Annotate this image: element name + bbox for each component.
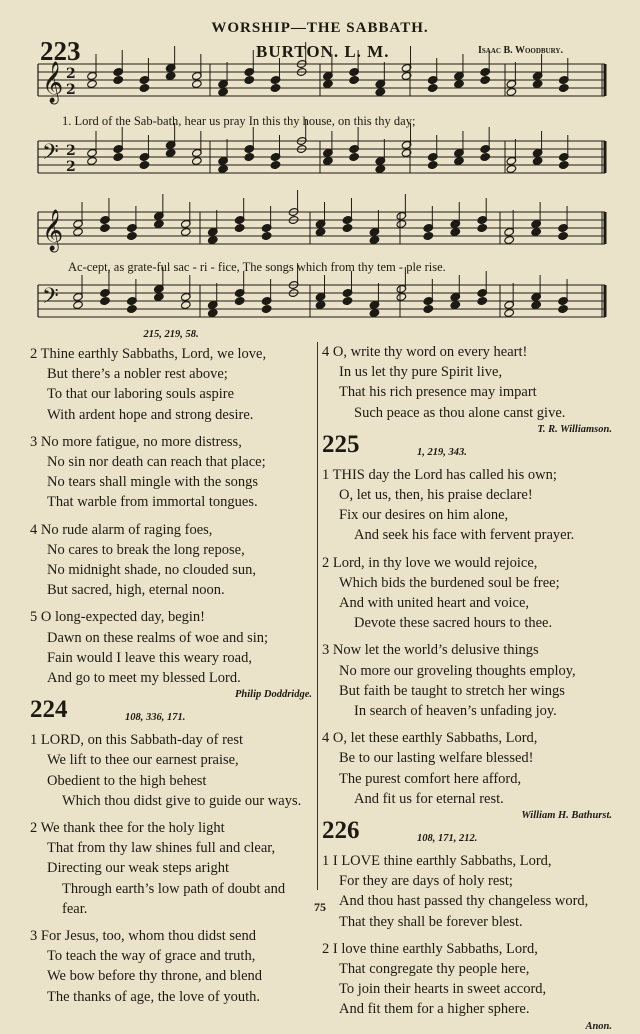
verse-line: 1 THIS day the Lord has called his own; [322,466,557,483]
composer: Isaac B. Woodbury. [478,45,563,56]
verse-line: 2 Lord, in thy love we would rejoice, [322,554,538,571]
verse-line: 4 O, let these earthly Sabbaths, Lord, [322,730,538,747]
verse-line: In search of heaven’s unfading joy. [354,703,557,720]
verse-line: That from thy law shines full and clear, [47,840,276,857]
verse-line: O, let us, then, his praise declare! [339,487,533,504]
hymn-number-223: 223 [40,36,81,66]
verse-line: 3 No more fatigue, no more distress, [30,433,242,450]
verse-line: No more our groveling thoughts employ, [339,662,576,679]
hymn-226-heading [322,817,612,851]
verse-line: fear. [62,900,88,917]
verse-line: And fit them for a higher sphere. [339,1001,530,1018]
bass-clef-icon: 𝄢 [42,284,59,314]
hymn-224-refs: 108, 336, 171. [125,712,186,724]
verse-line: 2 We thank thee for the holy light [30,820,225,837]
hymn-225-refs: 1, 219, 343. [417,446,467,458]
verse-line: In us let thy pure Spirit live, [339,364,503,381]
page-number: 75 [314,900,326,914]
verse-line: 4 O, write thy word on every heart! [322,344,528,360]
notes [73,42,569,318]
verse-line: And go to meet my blessed Lord. [47,670,241,687]
verse-line: 5 O long-expected day, begin! [30,609,206,626]
bass-clef-icon: 𝄢 [42,140,59,170]
verse-line: But faith be taught to stretch her wings [339,682,565,699]
verse-line: We bow before thy throne, and blend [47,968,263,985]
verse-line: The purest comfort here afford, [339,770,522,787]
verse-line: Directing our weak steps aright [47,860,230,877]
treble-clef-icon: 𝄞 [42,62,64,103]
verse-line: Fix our desires on him alone, [339,507,509,524]
verse-line: To that our laboring souls aspire [47,386,235,403]
verse-line: 1 I LOVE thine earthly Sabbaths, Lord, [322,853,552,870]
verse-line: And fit us for eternal rest. [354,790,504,807]
hymn-224-verse-3 [30,926,312,1007]
verse-line: That they shall be forever blest. [339,913,523,930]
verse-line: No tears shall mingle with the songs [47,474,259,491]
verse-line: No sin nor death can reach that place; [47,454,266,471]
verse-line: But sacred, high, eternal noon. [47,582,225,599]
hymn-number-224: 224 [30,696,68,724]
svg-text:2: 2 [66,143,76,159]
verse-line: Be to our lasting welfare blessed! [339,750,534,767]
svg-text:2: 2 [66,159,76,175]
music-score [0,0,640,340]
verse-line: No cares to break the long repose, [47,541,245,558]
lyrics-line-1: 1. Lord of the Sab-bath, hear us pray In this thy house, on this thy day; [62,114,416,128]
hymn-number-226: 226 [322,817,360,845]
verse-line: No midnight shade, no clouded sun, [47,562,257,579]
hymn-226-verse-2 [322,939,612,1020]
hymn-225-heading [322,430,612,465]
hymn-226-verse-1 [322,851,612,932]
hymn-224-author: T. R. Williamson. [537,423,612,435]
staff-lines [38,64,605,317]
right-column [322,342,612,1034]
verse-line: 3 Now let the world’s delusive things [322,642,539,659]
verse-line: Obedient to the high behest [47,772,207,789]
verse-line: And with united heart and voice, [339,595,530,612]
verse-line: Through earth’s low path of doubt and [62,880,286,897]
hymn-225-verse-3 [322,640,612,721]
verse-line: Which bids the burdened soul be free; [339,574,560,591]
verse-line: 1 LORD, on this Sabbath-day of rest [30,732,244,749]
hymn-226-author: Anon. [585,1020,612,1032]
hymn-225-verse-2 [322,553,612,634]
verse-line: The thanks of age, the love of youth. [47,988,261,1005]
page-header: WORSHIP—THE SABBATH. [211,20,429,36]
svg-text:2: 2 [66,66,76,82]
hymn-224-heading [30,696,312,730]
verse-line: 2 Thine earthly Sabbaths, Lord, we love, [30,346,267,362]
hymn-223-verse-2 [30,344,312,425]
hymn-225-author: William H. Bathurst. [521,810,612,822]
verse-line: Fain would I leave this weary road, [47,649,252,666]
verse-line: To join their hearts in sweet accord, [339,981,547,998]
verse-line: That his rich presence may impart [339,384,537,401]
column-divider [317,342,318,890]
treble-clef-icon: 𝄞 [42,210,64,251]
verse-line: And thou hast passed thy changeless word, [339,893,589,910]
verse-line: 2 I love thine earthly Sabbaths, Lord, [322,940,538,957]
verse-line: That warble from immortal tongues. [47,494,258,511]
verse-line: And seek his face with fervent prayer. [354,527,575,544]
verse-line: Devote these sacred hours to thee. [354,615,553,632]
hymn-225-verse-4 [322,728,612,809]
hymn-223-verse-3 [30,432,312,513]
hymn-223-verse-5 [30,607,312,688]
verse-line: We lift to thee our earnest praise, [47,752,239,769]
tune-title: BURTON. L. M. [256,42,390,61]
verse-line: Which thou didst give to guide our ways. [62,792,302,809]
hymn-223-refs: 215, 219, 58. [143,329,199,340]
verse-line: That congregate thy people here, [339,961,530,978]
verse-line: With ardent hope and strong desire. [47,406,254,423]
verse-line: 3 For Jesus, too, whom thou didst send [30,928,256,945]
verse-line: For they are days of holy rest; [339,873,513,890]
hymn-number-225: 225 [322,430,360,458]
hymn-223-verse-4 [30,520,312,601]
lyrics-line-2: Ac-cept, as grate-ful sac - ri - fice, The songs which from thy tem - ple rise. [68,260,446,274]
hymn-223-author: Philip Doddridge. [234,689,312,701]
hymn-225-verse-1 [322,465,612,546]
verse-line: Dawn on these realms of woe and sin; [47,629,269,646]
hymn-224-verse-4 [322,342,612,423]
verse-line: But there’s a nobler rest above; [47,366,228,383]
hymn-224-verse-1 [30,730,312,811]
svg-text:2: 2 [66,82,76,98]
verse-line: 4 No rude alarm of raging foes, [30,521,213,538]
clefs [42,61,76,314]
verse-line: To teach the way of grace and truth, [47,948,256,965]
hymn-226-refs: 108, 171, 212. [417,833,478,845]
verse-line: Such peace as thou alone canst give. [354,404,566,421]
